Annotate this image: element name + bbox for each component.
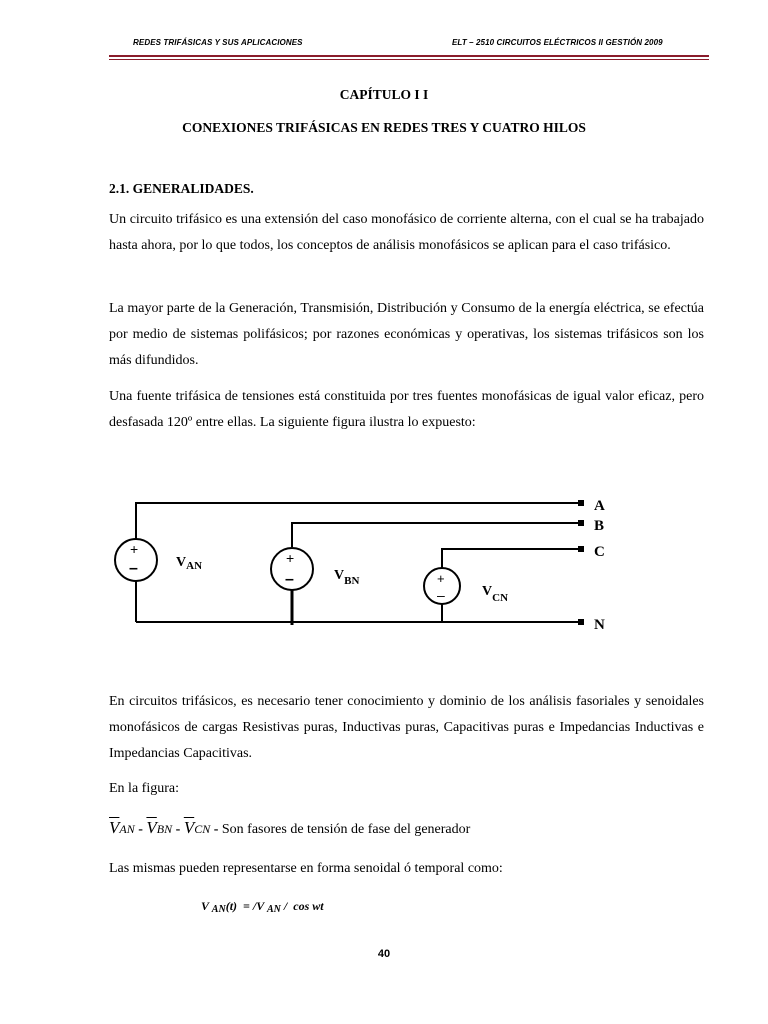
terminal-b-label: B: [594, 518, 605, 534]
formula-v: V: [201, 899, 209, 913]
chapter-subtitle: CONEXIONES TRIFÁSICAS EN REDES TRES Y CUATRO HILOS: [182, 120, 586, 135]
section-heading: 2.1. GENERALIDADES.: [109, 181, 254, 196]
phasor-v-cn: $\overline{V}$: [183, 818, 195, 837]
paragraph-3: Una fuente trifásica de tensiones está constituida por tres fuentes monofásicas de igual valor eficaz, pero desfasada 120º entre ellas. La siguiente figura ilustra lo expuesto:: [109, 389, 704, 430]
phasor-v-bn: $\overline{V}$: [146, 818, 157, 837]
sinusoidal-formula: [201, 899, 324, 915]
phasor-bn-sub: BN: [156, 822, 173, 836]
phasor-description: Son fasores de tensión de fase del generador: [221, 822, 471, 837]
paragraph-5: En la figura:: [109, 781, 179, 796]
vbn-minus: –: [285, 571, 294, 588]
van-plus: +: [130, 541, 139, 557]
phasor-dash-1: -: [138, 822, 143, 837]
paragraph-2: La mayor parte de la Generación, Transmisión, Distribución y Consumo de la energía eléctrica, se efectúa por medio de sistemas polifásicos; por razones económicas y operativas, los sistemas trifásicos son los más difundidos.: [109, 301, 704, 368]
formula-t: (t): [225, 899, 238, 913]
paragraph-6: Las mismas pueden representarse en forma senoidal ó temporal como:: [109, 861, 503, 876]
page-number: 40: [377, 948, 391, 960]
paragraph-4: En circuitos trifásicos, es necesario tener conocimiento y dominio de los análisis fasoriales y senoidales monofásicos de cargas Resistivas puras, Inductivas puras, Capacitivas puras e Impedancias Inductivas e Impedancias Capacitivas.: [109, 694, 704, 761]
header-left: REDES TRIFÁSICAS Y SUS APLICACIONES: [133, 38, 303, 47]
formula-cos: cos wt: [293, 899, 324, 913]
vcn-minus: –: [437, 587, 445, 603]
paragraph-1: Un circuito trifásico es una extensión del caso monofásico de corriente alterna, con el cual se ha trabajado hasta ahora, por lo que todos, los conceptos de análisis monofásicos se aplican para el caso trifásico.: [109, 212, 704, 253]
van-label: $V_{AN}$: [176, 555, 203, 572]
van-minus: –: [129, 560, 138, 577]
formula-sub-an: AN: [211, 904, 226, 915]
phasor-dash-2: -: [175, 822, 181, 837]
formula-eq: = /: [243, 899, 257, 913]
vbn-label: $V_{BN}$: [334, 568, 360, 587]
header-right: ELT – 2510 CIRCUITOS ELÉCTRICOS II GESTIÓN 2009: [452, 38, 663, 47]
terminal-n-label: N: [594, 617, 605, 633]
terminal-c-label: C: [594, 544, 605, 560]
vcn-label: $V_{CN}$: [482, 584, 509, 604]
phasor-cn-sub: CN: [194, 822, 211, 836]
phasor-definition: [109, 818, 470, 838]
chapter-title: CAPÍTULO I I: [339, 87, 429, 102]
formula-close: /: [283, 899, 288, 913]
vcn-plus: +: [437, 571, 445, 586]
formula-sub-an2: AN: [267, 904, 281, 915]
phasor-dash-3: -: [213, 822, 219, 837]
terminal-a-label: A: [594, 498, 605, 514]
phasor-v-an: $\overline{V}$: [109, 818, 120, 837]
vbn-plus: +: [286, 550, 295, 566]
formula-v2: V: [256, 899, 264, 913]
phasor-an-sub: AN: [119, 822, 135, 836]
